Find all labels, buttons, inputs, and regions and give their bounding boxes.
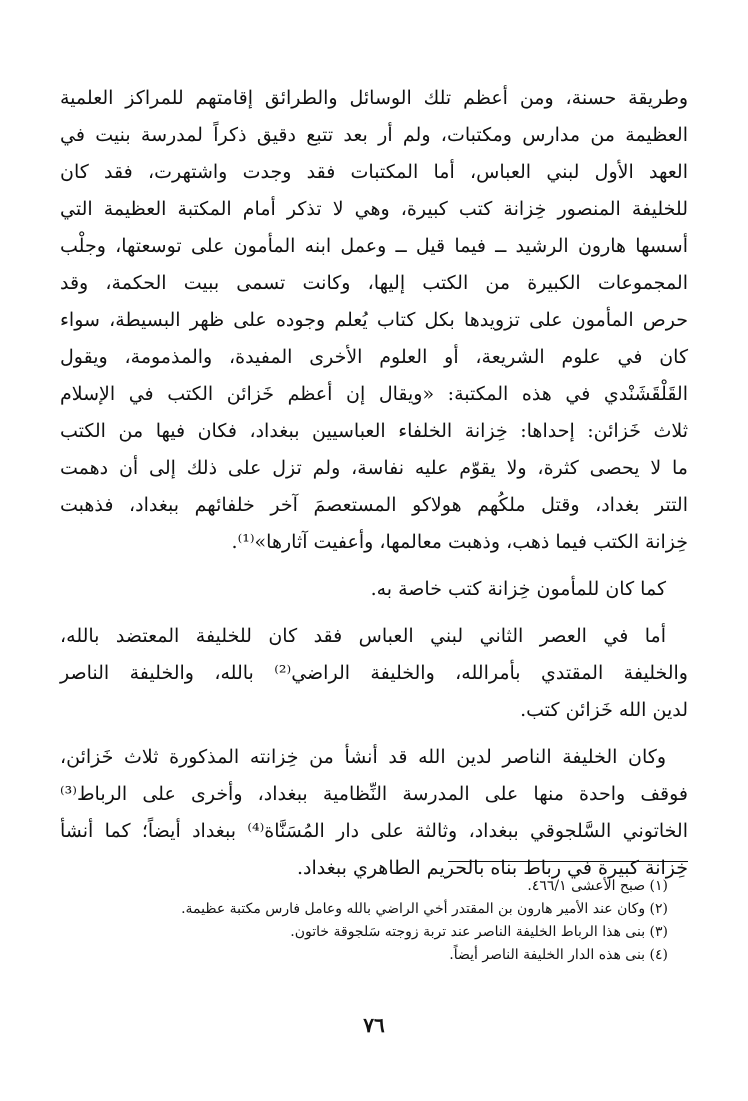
text-line: كان في علوم الشريعة، أو العلوم الأخرى المفيدة، والمذمومة، ويقول xyxy=(60,346,688,368)
text-line: لدين الله خَزائن كتب. xyxy=(520,699,688,721)
text-line: الخاتوني السَّلجوقي ببغداد، وثالثة على دار المُسَنَّاة⁽⁴⁾ ببغداد أيضاً؛ كما أنشأ xyxy=(60,820,688,842)
text-line: أسسها هارون الرشيد ــ فيما قيل ــ وعمل ابنه المأمون على توسعتها، وجلْب xyxy=(60,235,688,257)
text-line: ما لا يحصى كثرة، ولا يقوّم عليه نفاسة، ولم تزل على ذلك إلى أن دهمت xyxy=(60,457,688,479)
footnote-1: (١) صبح الأعشى ٤٦٦/١. xyxy=(527,878,668,894)
text-line: فوقف واحدة منها على المدرسة النِّظامية ببغداد، وأخرى على الرباط⁽³⁾ xyxy=(60,783,688,805)
text-line: للخليفة المنصور خِزانة كتب كبيرة، وهي لا تذكر أمام المكتبة العظيمة التي xyxy=(60,198,688,220)
footnotes xyxy=(60,875,668,967)
text-line: المجموعات الكبيرة من الكتب إليها، وكانت تسمى ببيت الحكمة، وقد xyxy=(60,272,688,294)
text-line: وكان الخليفة الناصر لدين الله قد أنشأ من خِزانته المذكورة ثلاث خَزائن، xyxy=(60,746,666,768)
text-line: التتر بغداد، وقتل ملكُهم هولاكو المستعصمَ آخر خلفائهم ببغداد، فذهبت xyxy=(60,494,688,516)
text-line: كما كان للمأمون خِزانة كتب خاصة به. xyxy=(370,578,666,600)
paragraph-3 xyxy=(60,618,688,729)
text-line: حرص المأمون على تزويدها بكل كتاب يُعلم وجوده على ظهر البسيطة، سواء xyxy=(60,309,688,331)
text-line: خِزانة الكتب فيما ذهب، وذهبت معالمها، وأعفيت آثارها»⁽¹⁾. xyxy=(231,531,688,553)
footnote-3: (٣) بنى هذا الرباط الخليفة الناصر عند تربة زوجته سَلجوقة خاتون. xyxy=(290,924,668,940)
text-line: العظيمة من مدارس ومكتبات، ولم أر بعد تتبع دقيق ذكراً لمدرسة بنيت في xyxy=(60,124,688,146)
text-line: وطريقة حسنة، ومن أعظم تلك الوسائل والطرائق إقامتهم للمراكز العلمية xyxy=(60,87,688,109)
footnote-2: (٢) وكان عند الأمير هارون بن المقتدر أخي الراضي بالله وعامل فارس مكتبة عظيمة. xyxy=(181,901,668,917)
footnote-4: (٤) بنى هذه الدار الخليفة الناصر أيضاً. xyxy=(449,947,668,963)
text-line: أما في العصر الثاني لبني العباس فقد كان للخليفة المعتضد بالله، xyxy=(60,625,666,647)
text-line: العهد الأول لبني العباس، أما المكتبات فقد وجدت واشتهرت، فقد كان xyxy=(60,161,688,183)
page-number: ٧٦ xyxy=(363,1013,385,1037)
paragraph-2 xyxy=(60,571,688,608)
text-line: والخليفة المقتدي بأمرالله، والخليفة الراضي⁽²⁾ بالله، والخليفة الناصر xyxy=(60,662,688,684)
main-text xyxy=(60,80,688,887)
paragraph-1 xyxy=(60,80,688,561)
text-line: ثلاث خَزائن: إحداها: خِزانة الخلفاء العباسيين ببغداد، فكان فيها من الكتب xyxy=(60,420,688,442)
text-line: خِزانة كبيرة في رباط بناه بالحريم الطاهري ببغداد. xyxy=(296,857,688,879)
paragraph-4 xyxy=(60,739,688,887)
text-line: القَلْقَشَنْدي في هذه المكتبة: «ويقال إن أعظم خَزائن الكتب في الإسلام xyxy=(60,383,688,405)
footnote-separator xyxy=(448,861,688,862)
